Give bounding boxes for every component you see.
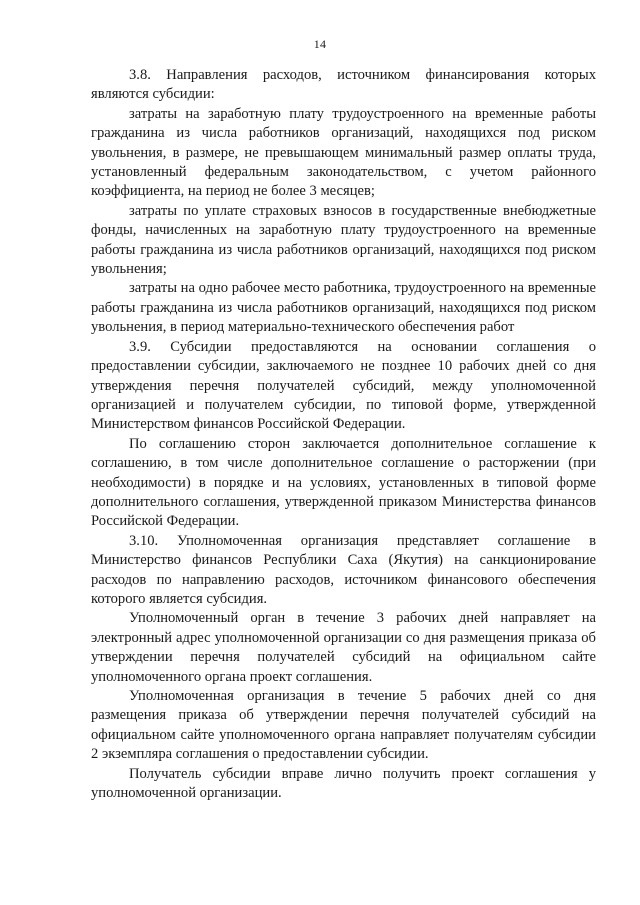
paragraph-3-9: 3.9. Субсидии предоставляются на основании соглашения о предоставлении субсидии, заключаемого не позднее 10 рабочих дней со дня утверждения перечня получателей субсидий, между уполномоченной организацией и получателем субсидии, по типовой форме, утвержденной Министерством финансов Российской Федерации. [91, 338, 596, 433]
paragraph-workplace-costs: затраты на одно рабочее место работника, трудоустроенного на временные работы гражданина из числа работников организаций, находящихся под риском увольнения, в период материально-технического обеспечения работ [91, 280, 596, 336]
paragraph-insurance-costs: затраты по уплате страховых взносов в государственные внебюджетные фонды, начисленных на заработную плату трудоустроенного на временные работы гражданина из числа работников организаций, находящихся под риском увольнения; [91, 202, 596, 278]
page-number: 14 [313, 37, 327, 51]
document-body [91, 66, 596, 803]
paragraph-authorized-organization: Уполномоченная организация в течение 5 рабочих дней со дня размещения приказа об утверждении перечня получателей субсидий на официальном сайте уполномоченного органа направляет получателям субсидии 2 экземпляра соглашения о предоставлении субсидии. [91, 688, 596, 763]
paragraph-recipient: Получатель субсидии вправе лично получить проект соглашения у уполномоченной организации. [91, 765, 596, 802]
paragraph-authorized-body: Уполномоченный орган в течение 3 рабочих дней направляет на электронный адрес уполномоченной организации со дня размещения приказа об утверждении перечня получателей субсидий на официальном сайте уполномоченного органа проект соглашения. [91, 610, 596, 685]
paragraph-wage-costs: затраты на заработную плату трудоустроенного на временные работы гражданина из числа работников организаций, находящихся под риском увольнения, в размере, не превышающем минимальный размер оплаты труда, установленный федеральным законодательством, с учетом районного коэффициента, на период не более 3 месяцев; [91, 105, 596, 200]
paragraph-additional-agreement: По соглашению сторон заключается дополнительное соглашение к соглашению, в том числе дополнительное соглашение о расторжении (при необходимости) в порядке и на условиях, установленных в типовой форме дополнительного соглашения, утвержденной приказом Министерства финансов Российской Федерации. [91, 435, 596, 530]
paragraph-3-8: 3.8. Направления расходов, источником финансирования которых являются субсидии: [91, 67, 596, 103]
paragraph-3-10: 3.10. Уполномоченная организация представляет соглашение в Министерство финансов Республики Саха (Якутия) на санкционирование расходов по направлению расходов, источником финансового обеспечения которого является субсидия. [91, 532, 596, 607]
